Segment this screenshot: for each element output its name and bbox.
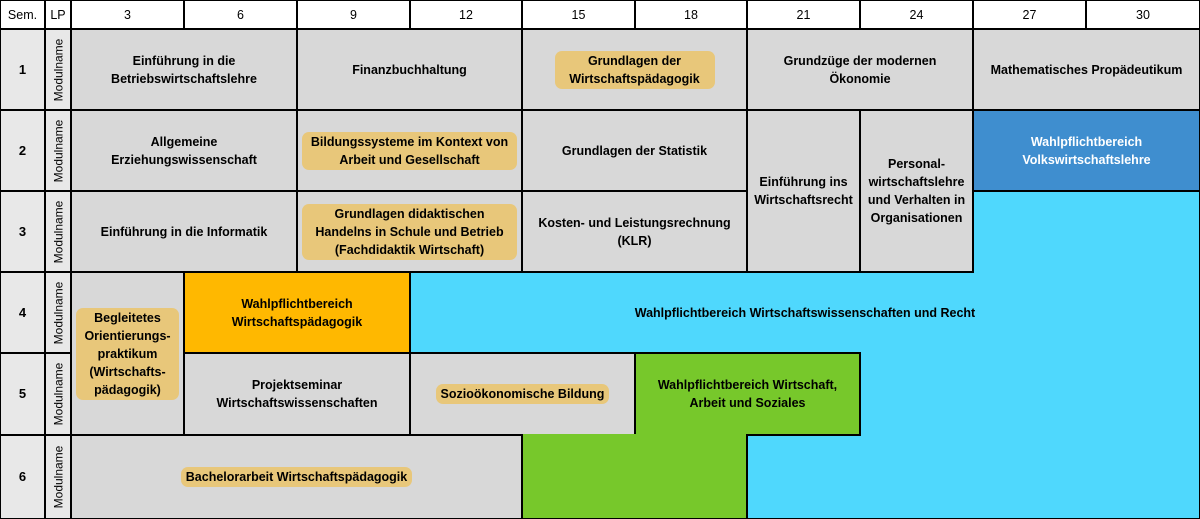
module-label: Kosten- und Leistungsrechnung (KLR)	[538, 215, 731, 248]
module-label: Einführung ins Wirtschaftsrecht	[754, 175, 853, 207]
module-label-highlighted: Grundlagen der Wirtschaftspädagogik	[555, 51, 715, 89]
module-wpb-wiwi-recht	[411, 273, 1199, 352]
module-bachelorarbeit	[72, 436, 521, 518]
module-label-highlighted: Sozioökonomische Bildung	[436, 384, 610, 404]
row-label-text: Modulname	[51, 38, 66, 101]
row-label-text: Modulname	[51, 362, 66, 426]
semester-3: 3	[1, 192, 44, 271]
module-label: Einführung in die Betriebswirtschaftslehre	[111, 53, 257, 86]
header-lp-27: 27	[974, 1, 1085, 28]
header-lp: LP	[46, 1, 70, 28]
header-lp-21: 21	[748, 1, 859, 28]
module-klr	[523, 192, 746, 271]
module-label: Projektseminar Wirtschaftswissenschaften	[216, 378, 378, 410]
module-informatik	[72, 192, 296, 271]
module-grundlagen-wipaed	[523, 30, 746, 109]
semester-2: 2	[1, 111, 44, 190]
module-praktikum	[72, 273, 183, 434]
module-wirtschaftsrecht	[748, 111, 859, 271]
header-sem: Sem.	[1, 1, 44, 28]
header-lp-24: 24	[861, 1, 972, 28]
module-finanzbuchhaltung	[298, 30, 521, 109]
module-einf-bwl	[72, 30, 296, 109]
row-label-text: Modulname	[51, 445, 66, 509]
header-lp-15: 15	[523, 1, 634, 28]
module-wpb-vwl	[974, 111, 1199, 190]
area-wpb-arbeit-part	[523, 434, 746, 518]
semester-5: 5	[1, 354, 44, 434]
row-label-6	[46, 436, 70, 518]
module-label: Einführung in die Informatik	[100, 224, 268, 239]
semester-6: 6	[1, 436, 44, 518]
module-label-highlighted: Bildungssysteme im Kontext von Arbeit und Gesellschaft	[302, 132, 517, 170]
row-label-4	[46, 273, 70, 352]
module-label: Grundzüge der modernen Ökonomie	[783, 53, 937, 86]
module-wpb-arbeit	[636, 354, 859, 434]
module-label: Finanzbuchhaltung	[352, 62, 467, 77]
module-label: Allgemeine Erziehungswissenschaft	[111, 134, 257, 167]
module-grundzuege-oekonomie	[748, 30, 972, 109]
module-label: Personal-wirtschaftslehre und Verhalten in Organisationen	[867, 157, 966, 225]
module-label: Grundlagen der Statistik	[561, 143, 708, 158]
module-soziooeko	[411, 354, 634, 434]
header-lp-12: 12	[411, 1, 521, 28]
area-wpb-wiwi-recht-part	[861, 352, 1199, 518]
header-lp-3: 3	[72, 1, 183, 28]
row-label-1	[46, 30, 70, 109]
semester-4: 4	[1, 273, 44, 352]
row-label-text: Modulname	[51, 119, 66, 182]
module-label-highlighted: Grundlagen didaktischen Handelns in Schule und Betrieb (Fachdidaktik Wirtschaft)	[302, 204, 517, 260]
header-lp-18: 18	[636, 1, 746, 28]
module-label: Wahlpflichtbereich Wirtschaft, Arbeit und Soziales	[657, 378, 838, 410]
row-label-text: Modulname	[51, 281, 66, 344]
module-label: Wahlpflichtbereich Volkswirtschaftslehre	[1022, 134, 1151, 167]
module-personal	[861, 111, 972, 271]
header-lp-30: 30	[1087, 1, 1199, 28]
module-label: Wahlpflichtbereich Wirtschaftspädagogik	[231, 296, 363, 329]
area-wpb-wiwi-recht-part	[748, 436, 861, 518]
row-label-3	[46, 192, 70, 271]
header-lp-6: 6	[185, 1, 296, 28]
row-label-text: Modulname	[51, 200, 66, 263]
module-label: Wahlpflichtbereich Wirtschaftswissenschaften und Recht	[634, 305, 976, 320]
module-label-highlighted: Bachelorarbeit Wirtschaftspädagogik	[181, 467, 412, 487]
module-mathe	[974, 30, 1199, 109]
row-label-5	[46, 354, 70, 434]
module-allg-erziehung	[72, 111, 296, 190]
module-bildungssysteme	[298, 111, 521, 190]
semester-1: 1	[1, 30, 44, 109]
module-label-highlighted: Begleitetes Orientierungs-praktikum (Wirtschafts-pädagogik)	[76, 308, 179, 400]
module-statistik	[523, 111, 746, 190]
row-label-2	[46, 111, 70, 190]
module-projektseminar	[185, 354, 409, 434]
header-lp-9: 9	[298, 1, 409, 28]
module-label: Mathematisches Propädeutikum	[990, 62, 1183, 77]
module-didaktik	[298, 192, 521, 271]
module-wpb-wipaed	[185, 273, 409, 352]
